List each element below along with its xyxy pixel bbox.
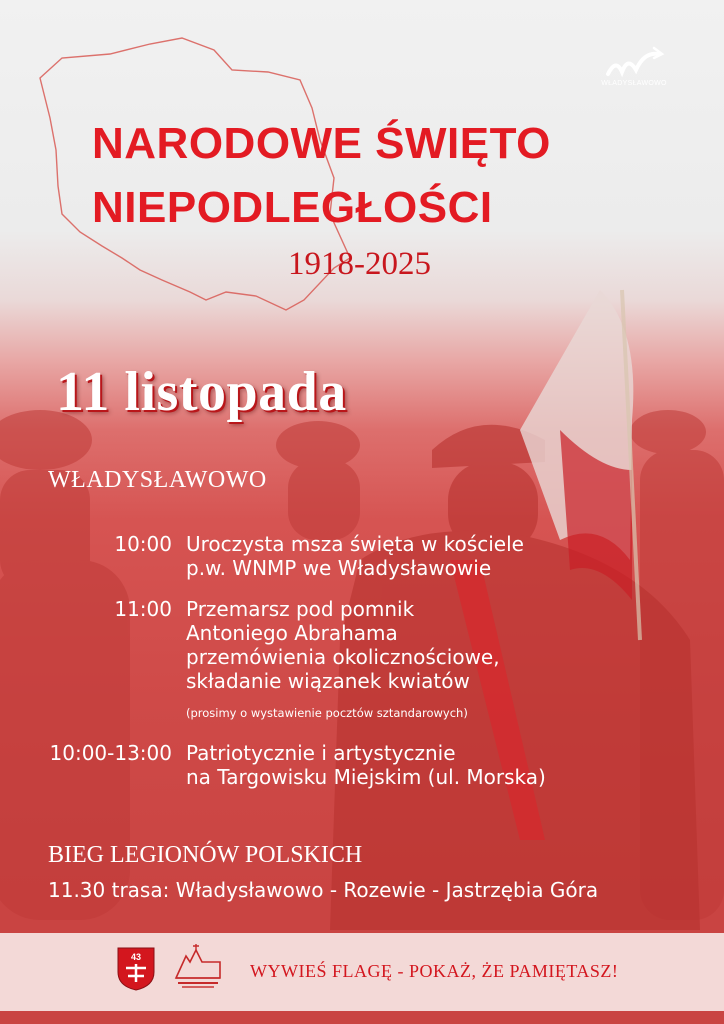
years-range: 1918-2025 — [288, 246, 431, 282]
city-name: WŁADYSŁAWOWO — [48, 467, 267, 493]
page-title — [92, 112, 551, 240]
schedule-item-1-line-1: Uroczysta msza święta w kościele — [186, 532, 524, 556]
schedule-item-1-line-2: p.w. WNMP we Władysławowie — [186, 556, 492, 580]
schedule-item-1 — [186, 532, 524, 580]
event-date: 11 listopada — [56, 361, 347, 423]
run-title: BIEG LEGIONÓW POLSKICH — [48, 842, 363, 868]
schedule-item-2 — [186, 597, 500, 693]
schedule-item-2-note: (prosimy o wystawienie pocztów sztandarowych) — [186, 706, 468, 720]
schedule-item-3-line-2: na Targowisku Miejskim (ul. Morska) — [186, 765, 546, 789]
schedule-time-2: 11:00 — [114, 597, 172, 621]
schedule-item-2-line-3: przemówienia okolicznościowe, — [186, 645, 500, 669]
run-details: 11.30 trasa: Władysławowo - Rozewie - Jastrzębia Góra — [48, 878, 599, 902]
emblem-number: 43 — [130, 952, 142, 962]
church-emblem-icon — [170, 942, 226, 994]
schedule-item-3 — [186, 741, 546, 789]
logo-text: WŁADYSŁAWOWO — [601, 80, 667, 87]
military-unit-emblem-icon — [116, 946, 156, 992]
schedule-item-2-line-2: Antoniego Abrahama — [186, 621, 398, 645]
schedule-time-3: 10:00-13:00 — [49, 741, 172, 765]
title-line-1: NARODOWE ŚWIĘTO — [92, 119, 551, 168]
schedule-item-3-line-1: Patriotycznie i artystycznie — [186, 741, 456, 765]
footer-slogan: WYWIEŚ FLAGĘ - POKAŻ, ŻE PAMIĘTASZ! — [250, 961, 619, 981]
schedule-item-2-line-1: Przemarsz pod pomnik — [186, 597, 415, 621]
schedule-item-2-line-4: składanie wiązanek kwiatów — [186, 669, 470, 693]
title-line-2: NIEPODLEGŁOŚCI — [92, 183, 493, 232]
schedule-time-1: 10:00 — [114, 532, 172, 556]
